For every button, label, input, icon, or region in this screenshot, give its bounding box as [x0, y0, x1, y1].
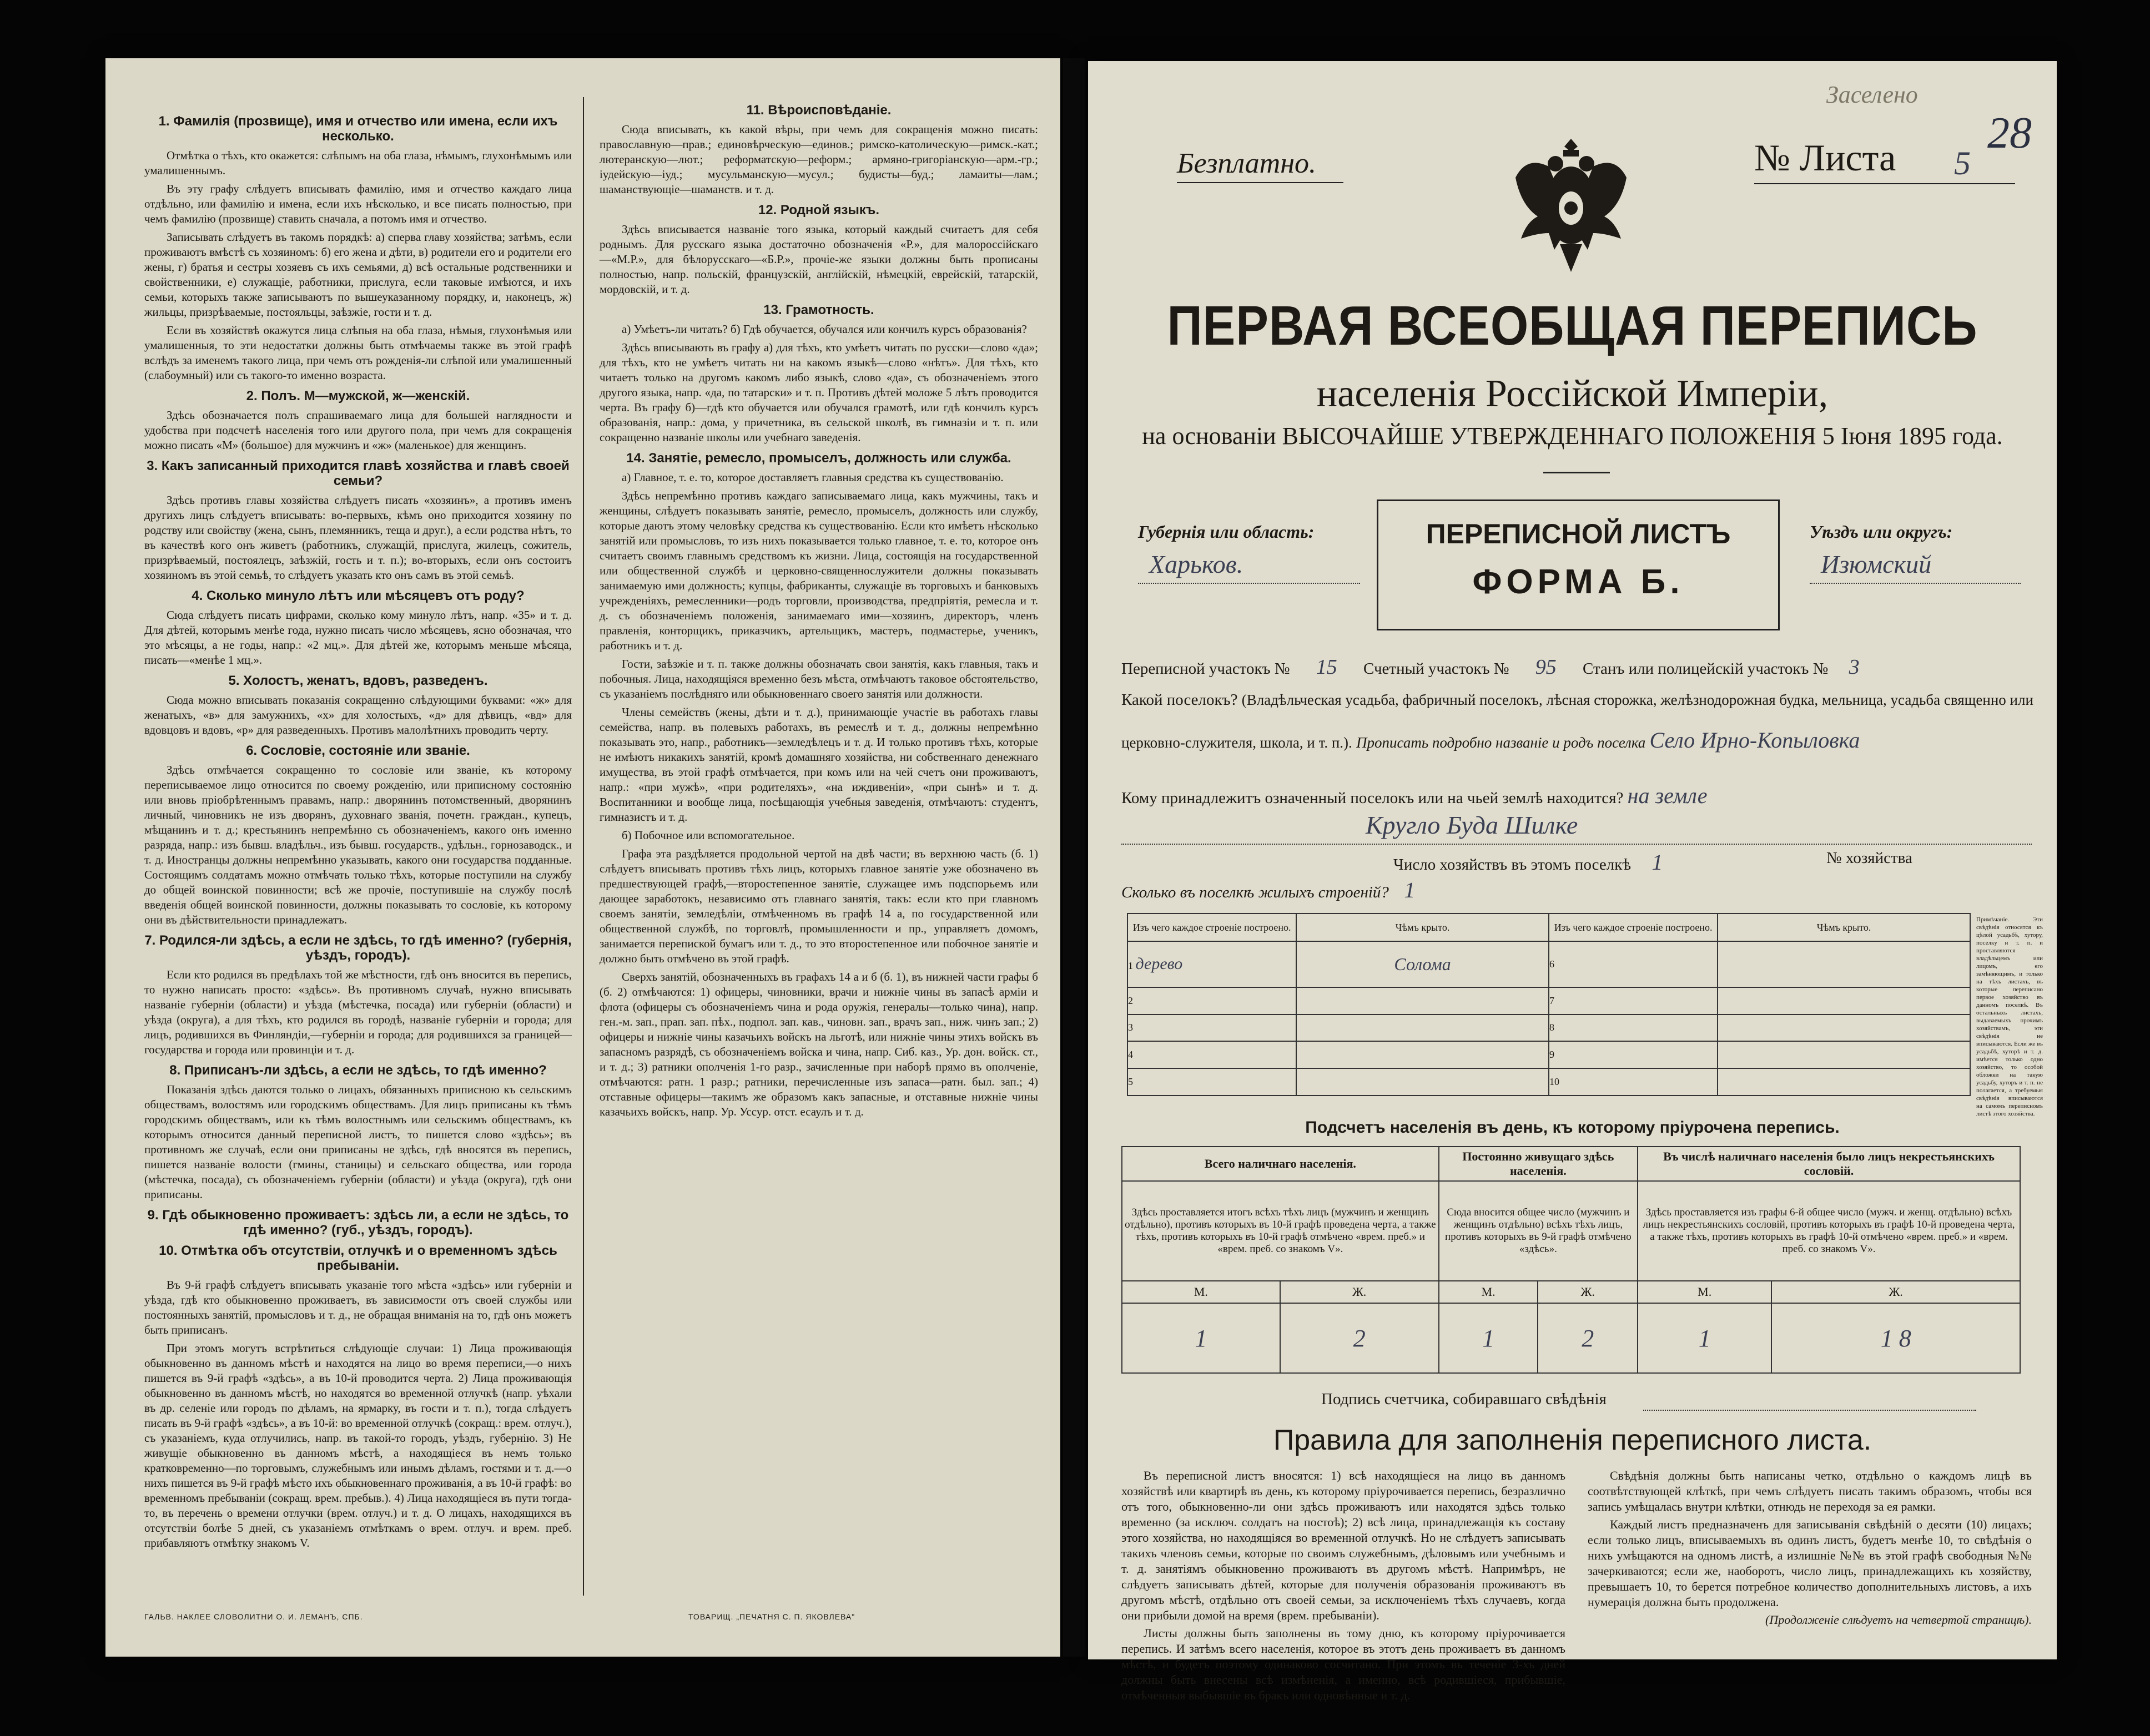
instruction-heading: 9. Гдѣ обыкновенно проживаетъ: здѣсь ли, а если не здѣсь, то гдѣ именно? (губ., уѣздъ, городъ).	[147, 1208, 569, 1238]
buildings-table	[1127, 913, 1971, 1096]
instruction-heading: 3. Какъ записанный приходится главѣ хозяйства и главѣ своей семьи?	[147, 458, 570, 488]
instruction-paragraph: Если въ хозяйствѣ окажутся лица слѣпыя на оба глаза, нѣмыя, глухонѣмыя или умалишенныя, то эти недостатки должны быть отмѣчаемы также въ этой графѣ вслѣдъ за именемъ такого лица, при чемъ отъ рожденія-ли слѣпой или умалишенный (слабоумный) или съ такого-то именно возраста.	[144, 324, 572, 382]
instruction-heading: 1. Фамилія (прозвище), имя и отчество или имена, если ихъ несколько.	[158, 114, 558, 144]
count-title: Подсчетъ населенія въ день, къ которому пріурочена перепись.	[1305, 1118, 1840, 1137]
instruction-paragraph: Гости, заѣзжіе и т. п. также должны обозначать свои занятія, какъ главныя, такъ и побочныя. Лица, находящіяся временно безъ мѣста, отмѣчаютъ таковое обстоятельство, съ указаніемъ послѣдняго или обыкновеннаго своего занятія или должности.	[600, 657, 1038, 700]
instruction-paragraph: Здѣсь непремѣнно противъ каждаго записываемаго лица, какъ мужчины, такъ и женщины, слѣдуетъ показывать занятіе, ремесло, промыселъ, должность или службу, которые даютъ этому человѣку средства къ существованію. Если кто имѣетъ нѣсколько занятій или промысловъ, то изъ нихъ показывается только главное, т. е. то, которое онъ считаетъ своимъ главнымъ средствомъ къ жизни. Лица, состоящія на государственной или общественной службѣ и церковно-священнослужители должны показывать занимаемую ими должность; купцы, фабриканты, служащіе въ торговыхъ и банковыхъ учрежденіяхъ, ремесленники—родъ торговли, производства, предпріятія, ремесла и т. д. съ обозначеніемъ положенія, занимаемаго ими—хозяинъ, директоръ, членъ правленія, конторщикъ, приказчикъ, артельщикъ, мастеръ, подмастерье, ученикъ, работникъ и т. д.	[600, 489, 1038, 652]
female-label: Ж.	[1538, 1281, 1638, 1303]
enumerator-signature-label: Подпись счетчика, собиравшаго свѣдѣнія	[1321, 1390, 1607, 1408]
instruction-heading: 11. Вѣроисповѣданіе.	[746, 103, 892, 118]
instruction-heading: 13. Грамотность.	[763, 302, 874, 317]
count-desc-total: Здѣсь проставляется итогъ всѣхъ тѣхъ лицъ (мужчинъ и женщинъ отдѣльно), противъ которыхъ въ 10-й графѣ проведена черта, а также тѣхъ, противъ которыхъ въ 10-й графѣ отмѣчено «врем. преб.» и «врем. преб. со знакомъ V».	[1122, 1181, 1439, 1281]
instruction-paragraph: б) Побочное или вспомогательное.	[622, 829, 795, 842]
male-label: М.	[1122, 1281, 1280, 1303]
building-row: 2	[1127, 987, 1296, 1015]
permanent-male: 1	[1439, 1303, 1538, 1373]
instruction-paragraph: Здѣсь обозначается полъ спрашиваемаго лица для большей наглядности и удобства при подсчетѣ населенія того или другого пола, при чемъ для сокращенія можно писать «М» (большое) для мужчинъ и «ж» (маленькое) для женщинъ.	[144, 408, 572, 452]
instruction-paragraph: а) Умѣетъ-ли читать? б) Гдѣ обучается, обучался или кончилъ курсъ образованія?	[622, 322, 1027, 336]
census-subtitle: населенія Россійской Имперіи,	[1316, 372, 1829, 415]
households-line	[1393, 849, 1679, 875]
form-title: ПЕРЕПИСНОЙ ЛИСТЪ	[1426, 518, 1731, 549]
printer-credit-left: ГАЛЬВ. НАКЛЕЕ СЛОВОЛИТНИ О. И. ЛЕМАНЪ, СПБ.	[144, 1612, 363, 1621]
building-row: 4	[1127, 1041, 1296, 1068]
uezd-label: Уѣздъ или округъ:	[1810, 522, 1953, 542]
instruction-heading: 2. Полъ. М—мужской, ж—женскій.	[246, 388, 470, 403]
instruction-heading: 5. Холостъ, женатъ, вдовъ, разведенъ.	[228, 673, 488, 688]
gubernia-value: Харьков.	[1149, 550, 1243, 578]
signature-line	[1643, 1410, 1976, 1411]
building-row: 5	[1127, 1068, 1296, 1096]
instruction-heading: 4. Сколько минуло лѣтъ или мѣсяцевъ отъ роду?	[192, 588, 525, 603]
count-header-nonpeasant: Въ числѣ наличнаго населенія было лицъ некрестьянскихъ сословій.	[1638, 1147, 2020, 1181]
nonpeasant-female: 1 8	[1771, 1303, 2020, 1373]
left-page	[105, 58, 1060, 1657]
buildings-line	[1121, 877, 1426, 903]
count-desc-permanent: Сюда вносится общее число (мужчинъ и женщинъ отдѣльно) всѣхъ тѣхъ лицъ, противъ которыхъ въ 9-й графѣ отмѣчено «здѣсь».	[1439, 1181, 1638, 1281]
rules-title: Правила для заполненія переписного листа.	[1273, 1424, 1872, 1456]
settlement-hint-2: церковно-служителя, школа, и т. п.).	[1121, 734, 1352, 751]
gubernia-line	[1138, 583, 1360, 584]
building-row: 9	[1549, 1041, 1718, 1068]
instruction-paragraph: а) Главное, т. е. то, которое доставляетъ главныя средства къ существованію.	[622, 471, 1004, 484]
roof-header-2: Чѣмъ крыто.	[1718, 914, 1970, 941]
column-divider	[583, 97, 584, 1596]
instruction-paragraph: Здѣсь отмѣчается сокращенно то сословіе или званіе, къ которому переписываемое лицо относится по своему рожденію, или приписному состоянію или вновь пріобрѣтеннымъ правамъ, напр.: дворянинъ потомственный, дворянинъ личный, чиновникъ не изъ дворянъ, духовнаго званія, почетн. граждан., купецъ, мѣщанинъ и т. д.; крестьянинъ непремѣнно съ обозначеніемъ, какого онъ именно разряда, напр.: изъ бывш. владѣльч., изъ бывш. государств., удѣльн., горнозаводск., и т. д. Иностранцы должны непремѣнно указывать, какого они государства подданные. Состоящимъ солдатамъ можно отмѣчать только тѣхъ, которые поступили на службу до общей воинской повинности; всѣ же прочіе, поступившіе на службу послѣ введенія общей воинской повинности, должны показывать то сословіе, къ которому они въ дѣйствительности принадлежатъ.	[144, 763, 572, 926]
buildings-value: 1	[1404, 877, 1416, 902]
instruction-paragraph: Здѣсь вписывается названіе того языка, который каждый считаетъ для себя роднымъ. Для русскаго языка достаточно обозначенія «Р.», для малороссійскаго—«М.Р.», для бѣлорусскаго—«Б.Р.», прочіе-же языки должны быть прописаны полностью, напр. польскій, французскій, англійскій, нѣмецкій, еврейскій, татарскій, мордовскій, и т. д.	[600, 223, 1038, 296]
instruction-heading: 14. Занятіе, ремесло, промыселъ, должность или служба.	[626, 451, 1011, 466]
form-subtitle: ФОРМА Б.	[1472, 563, 1684, 601]
settlement-name-line	[1121, 727, 1860, 753]
rules-column-right: Свѣдѣнія должны быть написаны четко, отдѣльно о каждомъ лицѣ въ соотвѣтствующей клѣткѣ, при чемъ слѣдуетъ писать такимъ образомъ, чтобы вся запись умѣщалась внутри клѣтки, отнюдь не переходя за ея рамки. Каждый листъ предназначенъ для записыванія свѣдѣній о десяти (10) лицахъ; если только лицъ, вписываемыхъ въ одинъ листъ, будетъ менѣе 10, то свѣдѣнія о нихъ умѣщаются на одномъ листѣ, а излишніе №№ въ этой графѣ свободныя №№ зачеркиваются; если же, наоборотъ, число лицъ, принадлежащихъ къ хозяйству, превышаетъ 10, то берется потребное количество дополнительныхъ листовъ, а ихъ нумерація должна быть продолжена. (Продолженіе слѣдуетъ на четвертой страницѣ).	[1588, 1468, 2032, 1627]
instruction-paragraph: При этомъ могутъ встрѣтиться слѣдующіе случаи: 1) Лица проживающія обыкновенно въ данномъ мѣстѣ и находятся на лицо во время переписи,—о нихъ пишется въ 9-й графѣ «здѣсь», а въ 10-й проводится черта. 2) Лица проживающія обыкновенно въ данномъ мѣстѣ, но находятся во временной отлучкѣ (напр. уѣхали въ др. селеніе или городъ по дѣламъ, на ярмарку, въ гости и т. п.), тогда слѣдуетъ писать въ 9-й графѣ «здѣсь», а въ 10-й: во временной отлучкѣ (сокращ.: врем. отлуч.), съ указаніемъ, куда отлучились, напр. въ такой-то городъ, уѣздъ, губернію. 3) Не живущіе обыкновенно въ данномъ мѣстѣ, а находящіеся въ немъ только кратковременно—по торговымъ, служебнымъ или инымъ дѣламъ, гостями и т. д.—о нихъ пишется въ 9-й графѣ мѣсто ихъ обыкновеннаго проживанія, а въ 10-й графѣ: во временномъ пребываніи (сокращ. врем. пребыв.). 4) Лица находящіеся въ пути тогда-то, въ перечень о времени отлучки (врем. отлуч.) и т. д. О лицахъ, находящихся въ отсутствіи болѣе 5 дней, съ указаніемъ отмѣткамъ о врем. отлуч. и врем. преб. прибавляютъ отмѣтку знакомъ V.	[144, 1341, 572, 1550]
male-label: М.	[1638, 1281, 1771, 1303]
instruction-paragraph: Отмѣтка о тѣхъ, кто окажется: слѣпымъ на оба глаза, нѣмымъ, глухонѣмымъ или умалишеннымъ.	[144, 149, 572, 177]
building-row: 3	[1127, 1015, 1296, 1042]
instruction-paragraph: Здѣсь противъ главы хозяйства слѣдуетъ писать «хозяинъ», а противъ именъ другихъ лицъ слѣдуетъ вписывать: во-первыхъ, кѣмъ оно приходится хозяину по родству или свойству (жена, сынъ, племянникъ, теща и друг.), а если родства нѣтъ, то въ качествѣ кого онъ живетъ (работникъ, служащій, прислуга, жилецъ, сожитель, призрѣваемый, постоялецъ, заѣзжій, гость и т. п.); во-вторыхъ, если онъ состоитъ хозяиномъ въ этой семьѣ, то слѣдуетъ указать кто онъ самъ въ этой семьѣ.	[144, 493, 572, 582]
right-page	[1088, 61, 2057, 1702]
sheet-number-label: № Листа	[1754, 137, 1896, 179]
buildings-note: Примѣчаніе. Эти свѣдѣнія относятся къ цѣлой усадьбѣ, хутору, поселку и т. п. и проставляются владѣльцемъ или лицомъ, его замѣняющимъ, и только на тѣхъ листахъ, въ которые переписано первое хозяйство въ данномъ поселкѣ. Въ остальныхъ листахъ, выдаваемыхъ прочимъ хозяйствамъ, эти свѣдѣнія не вписываются. Если же въ усадьбѣ, хуторѣ и т. д. имѣется только одно хозяйство, то особой обложки на такую усадьбу, хуторъ и т. п. не полагается, а требуемыя свѣдѣнія вписываются на самомъ переписномъ листѣ этого хозяйства.	[1976, 916, 2043, 1117]
uezd-value: Изюмский	[1821, 550, 1932, 578]
census-title: ПЕРВАЯ ВСЕОБЩАЯ ПЕРЕПИСЬ	[1167, 295, 1978, 357]
free-label: Безплатно.	[1177, 148, 1317, 179]
corner-page-number: 28	[1987, 109, 2032, 158]
settlement-name-value: Село Ирно-Копыловка	[1649, 728, 1860, 753]
material-header: Изъ чего каждое строеніе построено.	[1127, 914, 1296, 941]
count-desc-nonpeasant: Здѣсь проставляется изъ графы 6-й общее число (мужч. и женщ. отдѣльно) всѣхъ лицъ некрестьянскихъ сословій, противъ которыхъ въ графѣ 10-й проведена черта, а также тѣхъ, противъ которыхъ въ графѣ 10-й отмѣчено «врем. преб.» и «врем. преб. со знакомъ V».	[1638, 1181, 2020, 1281]
free-underline	[1177, 182, 1343, 183]
instruction-paragraph: Здѣсь вписывають въ графу а) для тѣхъ, кто умѣетъ читать по русски—слово «да»; для тѣхъ, кто не умѣетъ читать ни на какомъ языкѣ—слово «нѣтъ». Для тѣхъ, кто читаетъ только на другомъ какомъ либо языкѣ, слово «да», съ обозначеніемъ этого другого языка, напр. «да, по татарски» и т. п. Противъ дѣтей моложе 5 лѣтъ проводится черта. Въ графу б)—гдѣ кто обучается или обучался грамотѣ, или гдѣ кончилъ курсъ образованія, напр.: дома, у причетника, въ сельской школѣ, въ гимназіи и т. п. или сокращенно названіе школы или учебнаго заведенія.	[600, 341, 1038, 444]
instruction-paragraph: Сюда можно вписывать показанія сокращенно слѣдующими буквами: «ж» для женатыхъ, «в» для замужнихъ, «х» для холостыхъ, «д» для дѣвицъ, «вд» для вдовцовъ и вдовъ, «р» для разведенныхъ. Противъ малолѣтнихъ проводить черту.	[144, 693, 572, 736]
male-label: М.	[1439, 1281, 1538, 1303]
owner-value-2: Кругло Буда Шилке	[1366, 811, 1578, 839]
population-count-table	[1121, 1146, 2021, 1374]
owner-line	[1121, 783, 1708, 809]
owner-value: на земле	[1627, 783, 1708, 808]
counting-district-value: 95	[1535, 655, 1557, 679]
census-district-value: 15	[1316, 655, 1337, 679]
instruction-paragraph: Въ эту графу слѣдуетъ вписывать фамилію, имя и отчество каждаго лица отдѣльно, или фамилію и имена, если ихъ нѣсколько, и все писать полностью, при чемъ фамилію (прозвище) ставить сначала, а потомъ имя и отчество.	[144, 182, 572, 225]
building-row: 8	[1549, 1015, 1718, 1042]
count-header-permanent: Постоянно живущаго здѣсь населенія.	[1439, 1147, 1638, 1181]
instruction-paragraph: Сюда вписывать, къ какой вѣры, при чемъ для сокращенія можно писать: православную—прав.; единовѣрческую—единов.; римско-католическую—римск.-кат.; лютеранскую—лют.; реформатскую—реформ.; армяно-григоріанскую—арм.-гр.; іудейскую—іуд.; мусульманскую—мусул.; будисты—буд.; ламаиты—лам.; шаманствующіе—шаманств. и т. д.	[600, 123, 1038, 196]
instruction-paragraph: Сюда слѣдуетъ писать цифрами, сколько кому минуло лѣтъ, напр. «35» и т. д. Для дѣтей, которымъ менѣе года, нужно писать число мѣсяцевъ, ясно обозначая, что это мѣсяцы, а не годы, напр.: «2 мц.». Для дѣтей же, которымъ меньше мѣсяца, писать—«менѣе 1 мц.».	[144, 608, 572, 667]
building-row: 6	[1549, 941, 1718, 987]
census-district-label: Переписной участокъ №	[1121, 660, 1290, 678]
district-line	[1121, 655, 1876, 679]
building-row: 1 дерево	[1127, 941, 1296, 987]
settlement-label: Какой поселокъ?	[1121, 691, 1238, 709]
instruction-paragraph: Въ 9-й графѣ слѣдуетъ вписывать указаніе того мѣста «здѣсь» или губерніи и уѣзда, гдѣ кто обыкновенно проживаетъ, въ зависимости отъ своей службы или постоянныхъ занятій, промысловъ и т. д., не обращая вниманія на то, гдѣ онъ можетъ быть приписанъ.	[144, 1278, 572, 1336]
double-headed-eagle-emblem	[1510, 133, 1632, 283]
building-roof-1: Солома	[1296, 941, 1549, 987]
permanent-female: 2	[1538, 1303, 1638, 1373]
gubernia-label: Губернія или область:	[1138, 522, 1315, 542]
police-district-label: Станъ или полицейскій участокъ №	[1583, 660, 1829, 678]
top-handwriting: Заселено	[1826, 81, 1918, 108]
census-legal-basis: на основаніи ВЫСОЧАЙШЕ УТВЕРЖДЕННАГО ПОЛОЖЕНІЯ 5 Іюня 1895 года.	[1142, 422, 2003, 450]
settlement-line	[1121, 691, 2033, 709]
sheet-number-value: 5	[1954, 145, 1971, 181]
instruction-heading: 7. Родился-ли здѣсь, а если не здѣсь, то гдѣ именно? (губернія, уѣздъ, городъ).	[144, 933, 572, 963]
building-row: 7	[1549, 987, 1718, 1015]
building-row: 10	[1549, 1068, 1718, 1096]
instructions-column-1	[144, 108, 572, 1579]
female-label: Ж.	[1280, 1281, 1439, 1303]
instruction-paragraph: Записывать слѣдуетъ въ такомъ порядкѣ: а) сперва главу хозяйства; затѣмъ, если проживаютъ вмѣстѣ съ хозяиномъ: б) его жена и дѣти, в) родители его и родители его жены, г) братья и сестры хозяевъ съ ихъ семьями, д) всѣ остальные родственники и свойственники, е) служащіе, работники, прислуга, если таковые имѣются, и ихъ семьи, которыхъ также записываютъ по вышеуказанному порядку, и, наконецъ, ж) жильцы, призрѣваемые, постояльцы, заѣзжіе, гости и т. д.	[144, 230, 572, 319]
female-label: Ж.	[1771, 1281, 2020, 1303]
instruction-paragraph: Показанія здѣсь даются только о лицахъ, обязанныхъ приписною къ сельскимъ обществамъ, волостямъ или городскимъ обществамъ. Для лицъ приписаны къ тѣмъ городскимъ обществамъ, или къ тѣмъ волостнымъ или сельскимъ обществамъ, къ которымъ относится данный переписной листъ, то пишется слово «здѣсь»; въ противномъ же случаѣ, если они приписаны не здѣсь, гдѣ вносятся въ перепись, пишется названіе волости (гмины, станицы) и сельскаго общества, или города (мѣстечка, посада), съ обозначеніемъ губерніи (области) и уѣзда (округа), гдѣ они приписаны.	[144, 1083, 572, 1201]
printer-credit-right: ТОВАРИЩ. „ПЕЧАТНЯ С. П. ЯКОВЛЕВА"	[688, 1612, 855, 1621]
uezd-line	[1810, 583, 2021, 584]
counting-district-label: Счетный участокъ №	[1363, 660, 1509, 678]
settlement-hint: (Владѣльческая усадьба, фабричный поселокъ, лѣсная сторожка, желѣзнодорожная будка, мельница, усадьба священно или	[1241, 692, 2033, 708]
roof-header: Чѣмъ крыто.	[1296, 914, 1549, 941]
households-label: Число хозяйствъ въ этомъ поселкѣ	[1393, 856, 1632, 874]
material-header-2: Изъ чего каждое строеніе построено.	[1549, 914, 1718, 941]
instruction-heading: 12. Родной языкъ.	[758, 203, 880, 218]
rules-column-left: Въ переписной листъ вносятся: 1) всѣ находящіеся на лицо въ данномъ хозяйствѣ или квартирѣ въ день, къ которому пріурочивается перепись, безразлично отъ того, обыкновенно-ли они здѣсь проживаютъ или находятся здѣсь только временно (за исключ. солдатъ на постоѣ); 2) всѣ лица, принадлежащія къ составу этого хозяйства, но находящіяся во временной отлучкѣ. Но не слѣдуетъ записывать такихъ членовъ семьи, которые по своимъ служебнымъ, дѣловымъ или учебнымъ и т. д. занятіямъ обыкновенно проживаютъ въ другомъ мѣстѣ. Напримѣръ, не слѣдуетъ записывать дѣтей, которые для полученія образованія проживаютъ въ другомъ мѣстѣ, отдѣльно отъ своей семьи, за исключеніемъ тѣхъ случаевъ, когда они прибыли домой на время (врем. пребываніи). Листы должны быть заполнены въ тому дню, къ которому пріурочивается перепись. И затѣмъ всего населенія, которое въ этотъ день проживаетъ въ данномъ мѣстѣ, и будетъ поэтому одинаково сосчитано. При этомъ въ теченіе 3-хъ дней должны быть внесены всѣ измѣненія, а именно, всѣ родившіеся, прибывшіе, отмѣченныя выбывшіе въ бракъ или одновѣнные и т. д.	[1121, 1468, 1565, 1702]
sheet-number-underline	[1754, 183, 2015, 184]
owner-label: Кому принадлежитъ означенный поселокъ или на чьей землѣ находится?	[1121, 789, 1624, 807]
count-header-total: Всего наличнаго населенія.	[1122, 1147, 1439, 1181]
police-district-value: 3	[1849, 655, 1860, 679]
owner-dotted-line	[1121, 844, 2032, 845]
settlement-instruction: Прописать подробно названіе и родъ поселка	[1356, 734, 1646, 751]
instructions-column-2	[600, 97, 1038, 1579]
instruction-heading: 6. Сословіе, состояніе или званіе.	[246, 743, 470, 758]
page-gap	[1063, 58, 1085, 1657]
instruction-paragraph: Графа эта раздѣляется продольной чертой на двѣ части; въ верхнюю часть (б. 1) слѣдуетъ вписывать противъ тѣхъ лицъ, которыхъ главное занятіе уже обозначено въ предшествующей графѣ,—второстепенное занятіе, служащее имъ подспорьемъ или дающее заработокъ, независимо отъ главнаго занятія, такъ: если кто при главномъ своемъ занятіи, земледѣліи, отмѣченномъ въ графѣ 14 а, по государственной или общественной службѣ, по торговлѣ, промышленности и пр., управляетъ домомъ, занимается перепиской бумагъ или т. д., то это второстепенное или побочное занятіе и должно быть отмѣчено въ этой графѣ.	[600, 847, 1038, 965]
instruction-heading: 8. Приписанъ-ли здѣсь, а если не здѣсь, то гдѣ именно?	[169, 1063, 547, 1078]
instruction-paragraph: Если кто родился въ предѣлахъ той же мѣстности, гдѣ онъ вносится въ перепись, то нужно написать просто: «здѣсь». Въ противномъ случаѣ, нужно вписывать названіе губерніи (области) и уѣзда (мѣстечка, посада) или губерніи (области) и уѣзда (округа), а для тѣхъ, кто родился въ городѣ, названіе губерніи и города; для лицъ, родившихся въ Финляндіи,—губерніи и города; для родившихся за границей—государства и города или провинціи и т. д.	[144, 968, 572, 1056]
nonpeasant-male: 1	[1638, 1303, 1771, 1373]
households-value: 1	[1651, 850, 1663, 875]
instruction-paragraph: Члены семействъ (жены, дѣти и т. д.), принимающіе участіе въ работахъ главы семейства, напр. въ полевыхъ работахъ, въ ремеслѣ и т. д., должны непремѣнно показывать это, напр., работникъ—земледѣлецъ и т. д. И только противъ тѣхъ, которые не имѣютъ никакихъ занятій, кромѣ домашняго хозяйства, ни собственнаго денежнаго имущества, въ этой графѣ отмѣчается, при комъ или на чей счетъ они проживаютъ, напр.: «при мужѣ», «при родителяхъ», «на иждивеніи», «при сынѣ» и т. д. Воспитанники и вообще лица, посѣщающія учебныя заведенія, отмѣчаютъ: студентъ, гимназистъ и т. д.	[600, 705, 1038, 824]
total-male: 1	[1122, 1303, 1280, 1373]
total-female: 2	[1280, 1303, 1439, 1373]
title-rule	[1543, 472, 1610, 473]
household-number-label: № хозяйства	[1826, 849, 1912, 867]
buildings-label: Сколько въ поселкѣ жилыхъ строеній?	[1121, 884, 1389, 901]
instruction-heading-col10: 10. Отмѣтка объ отсутствіи, отлучкѣ и о временномъ здѣсь пребываніи.	[159, 1243, 557, 1273]
form-title-box	[1377, 499, 1780, 630]
instruction-paragraph: Сверхъ занятій, обозначенныхъ въ графахъ 14 а и б (б. 1), въ нижней части графы б (б. 2) отмѣчаются: 1) офицеры, чиновники, врачи и нижніе чины въ запасѣ арміи и флота (офицеры съ обозначеніемъ чина и рода оружія, генералы—только чина), напр. ген.-м. зап., прап. зап. пѣх., подпол. зап. кав., чиновн. зап., врачъ зап., ниж. чинъ зап.; 2) офицеры и нижніе чины казачьихъ войскъ на льготѣ, или нижніе чины этихъ войскъ въ запасномъ разрядѣ, съ обозначеніемъ войска и чина, напр. Сиб. каз., Ур. дон. войск. ст., и т. д.; 3) ратники ополченія 1-го разр., зачисленные при наборѣ прямо въ ополченіе, отмѣчаются: ратн. 1 разр.; ратники, перечисленные изъ запаса—ратн. был. зап.; 4) отставные офицеры—такимъ же образомъ какъ запасные, и отставные нижніе чины казачьихъ войскъ, напр. Ур. Уссур. отст. есаулъ и т. д.	[600, 970, 1038, 1118]
